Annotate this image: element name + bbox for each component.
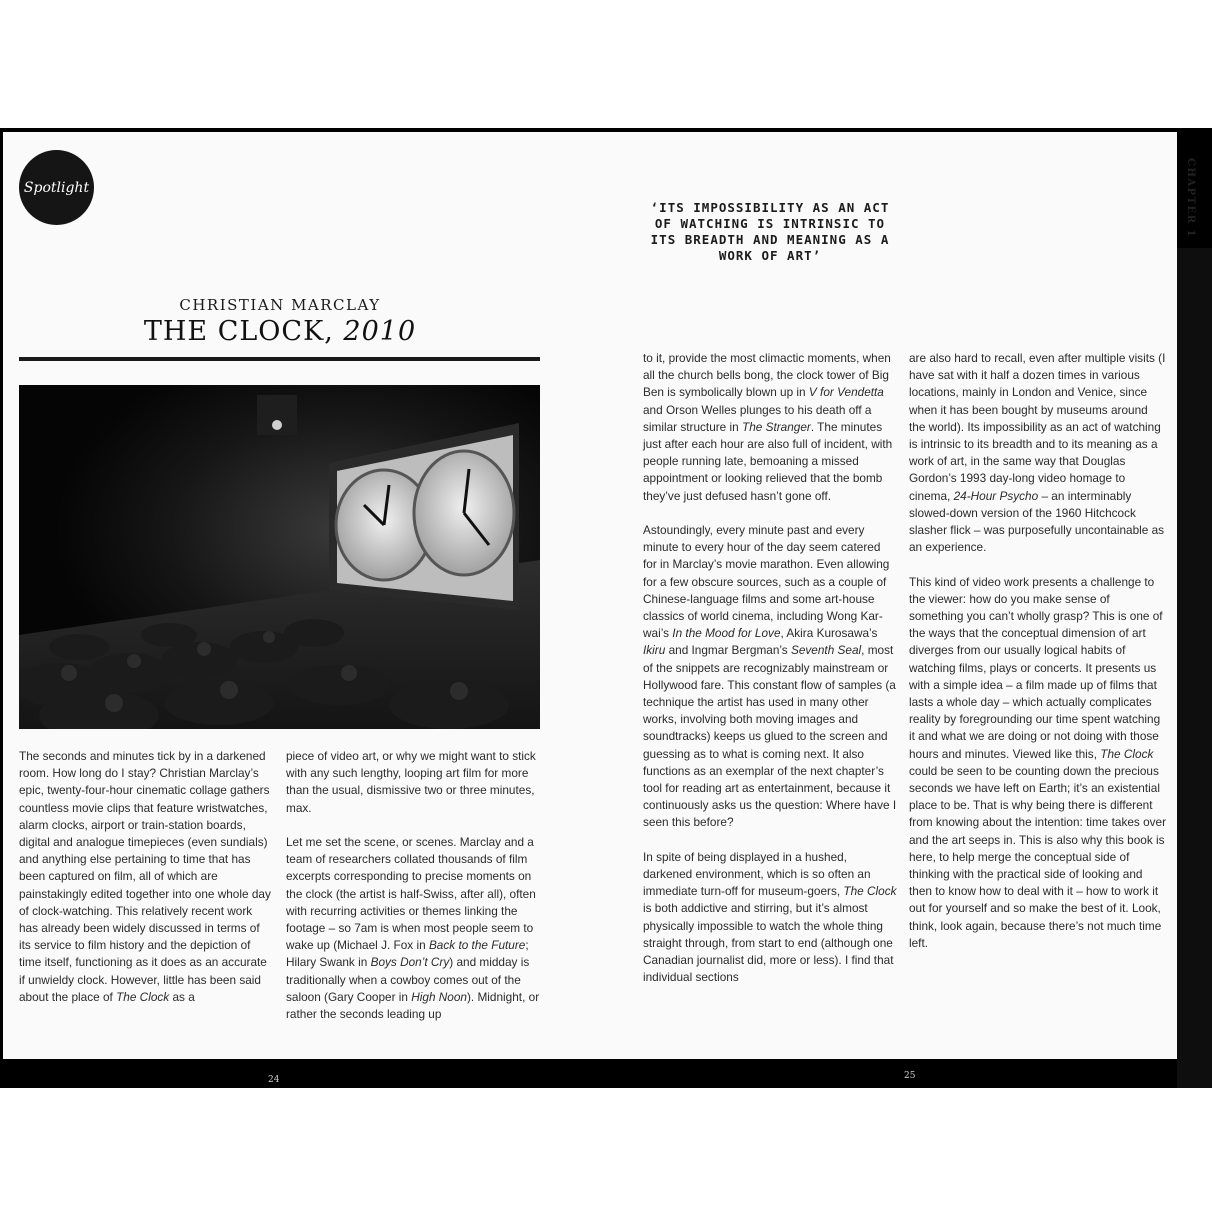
left-page (3, 132, 598, 1085)
paragraph (909, 574, 1167, 952)
text-run: Let me set the scene, or scenes. Marclay and a team of researchers collated thousands of film excerpts corresponding to precise moments on the clock (the artist is half-Swiss, after all), often with recurring activities or themes linking the footage – so 7am is when most people seem to wake up (Michael J. Fox in (286, 835, 536, 953)
text-run: and Ingmar Bergman’s (665, 643, 791, 658)
italic-title: Boys Don’t Cry (370, 955, 450, 970)
paragraph (643, 849, 897, 987)
text-run: In spite of being displayed in a hushed, darkened environment, which is so often an immediate turn-off for museum-goers, (643, 849, 871, 899)
title-rule (19, 357, 540, 361)
text-run: This kind of video work presents a challenge to the viewer: how do you make sense of something you can’t wholly grasp? This is one of the ways that the conceptual dimension of art diverges from our usually logical habits of watching films, plays or concerts. It presents us with a simple idea – a film made up of films that lasts a whole day – which actually complicates reality by foregrounding our time spent watching it and what we are doing or not doing with those hours and minutes. Viewed like this, (909, 574, 1163, 761)
artist-name: CHRISTIAN MARCLAY (179, 296, 381, 314)
page-number-left: 24 (268, 1075, 280, 1085)
text-run: and Orson Welles plunges to his death off a similar structure in (643, 402, 872, 434)
text-run: The seconds and minutes tick by in a darkened room. How long do I stay? Christian Marclay’s epic, twenty-four-hour cinematic collage gathers countless movie clips that feature wristwatches, alarm clocks, airport or train-station boards, digital and analogue timepieces (even sundials) and anything else pertaining to time that has been captured on film, all of which are painstakingly edited together into one whole day of clock-watching. This relatively recent work has already been widely discussed in terms of its service to film history and the depiction of time itself, functioning as it does as an accurate if unwieldy clock. However, little has been said about the place of (19, 749, 271, 1004)
body-column-2 (286, 748, 548, 1040)
italic-title: Back to the Future (428, 938, 526, 953)
page-number-right: 25 (904, 1071, 916, 1081)
text-run: . The minutes just after each hour are also full of incident, with people running late, bemoaning a missed appointment or looking relieved that the bomb they’ve just defused hasn’t gone off. (643, 419, 893, 503)
title-year: 2010 (343, 316, 417, 347)
body-column-1 (19, 748, 273, 1023)
paragraph (643, 350, 897, 505)
text-run: ; Hilary Swank in (286, 938, 529, 970)
text-run: Astoundingly, every minute past and every minute to every hour of the day seem catered for in Marclay’s movie marathon. Even allowing for a few obscure sources, such as a couple of Chinese-language films and some art-house classics of world cinema, including Wong Kar-wai’s (643, 523, 890, 641)
italic-title: Ikiru (643, 643, 666, 658)
spotlight-badge: Spotlight (19, 150, 94, 225)
chapter-label: CHAPTER 1 (1185, 158, 1196, 238)
paragraph (643, 522, 897, 832)
text-run: as a (169, 989, 195, 1004)
title-text: THE CLOCK, (143, 316, 344, 347)
paragraph (286, 748, 548, 817)
text-run: ) and midday is traditionally when a cowboy comes out of the saloon (Gary Cooper in (286, 955, 530, 1004)
body-column-4 (909, 350, 1167, 969)
text-run: could be seen to be counting down the precious seconds we have left on Earth; it’s an existential place to be. That is why being there is different from knowing about the intention: time takes over and the art seeps in. This is also why this book is here, to help merge the conceptual side of thinking with the practical side of looking and then to know how to deal with it – how to work it out for yourself and so make the best of it. Look, think, look again, because there’s not much time left. (909, 763, 1167, 950)
book-spread (0, 128, 1212, 1088)
paragraph (909, 350, 1167, 556)
paragraph (19, 748, 273, 1006)
text-run: piece of video art, or why we might want to stick with any such lengthy, looping art film for more than the usual, dismissive two or three minutes, max. (286, 749, 536, 815)
italic-title: High Noon (411, 989, 467, 1004)
artwork-title (21, 316, 539, 347)
italic-title: The Clock (1100, 746, 1154, 761)
italic-title: The Stranger (741, 419, 811, 434)
pull-quote: ‘ITS IMPOSSIBILITY AS AN ACT OF WATCHING IS INTRINSIC TO ITS BREADTH AND MEANING AS A WORK OF ART’ (650, 200, 890, 263)
text-run: is both addictive and stirring, but it’s almost physically impossible to watch the whole thing straight through, from start to end (although one Canadian journalist did, more or less). I find that individual sections (643, 901, 894, 985)
paragraph (286, 834, 548, 1023)
italic-title: The Clock (843, 884, 897, 899)
text-run: , most of the snippets are recognizably mainstream or Hollywood fare. This constant flow of samples (a technique the artist has used in many other works, involving both moving images and soundtracks) keeps us glued to the screen and guessing as to what is coming next. It also functions as an exemplar of the next chapter’s tool for reading art as entertainment, because it continuously asks us the question: Where have I seen this before? (643, 643, 897, 830)
chapter-tab (1177, 248, 1212, 1088)
text-run: to it, provide the most climactic moments, when all the church bells bong, the clock tower of Big Ben is symbolically blown up in (643, 351, 891, 400)
italic-title: In the Mood for Love (672, 626, 781, 641)
text-run: ). Midnight, or rather the seconds leading up (286, 989, 540, 1022)
italic-title: The Clock (116, 989, 170, 1004)
body-column-3 (643, 350, 897, 1004)
italic-title: V for Vendetta (808, 385, 884, 400)
text-run: are also hard to recall, even after multiple visits (I have sat with it half a dozen times in various locations, mainly in London and Venice, since when it has been bought by museums around the world). Its impossibility as an act of watching is intrinsic to its breadth and to its meaning as a work of art, in the same way that Douglas Gordon’s 1993 day-long video homage to cinema, (909, 351, 1166, 503)
text-run: , Akira Kurosawa’s (780, 626, 878, 641)
italic-title: Seventh Seal (790, 643, 862, 658)
gallery-photo (19, 385, 540, 729)
text-run: – an interminably slowed-down version of the 1960 Hitchcock slasher flick – was purposefully uncontainable as an experience. (909, 488, 1165, 555)
italic-title: 24-Hour Psycho (953, 488, 1039, 503)
